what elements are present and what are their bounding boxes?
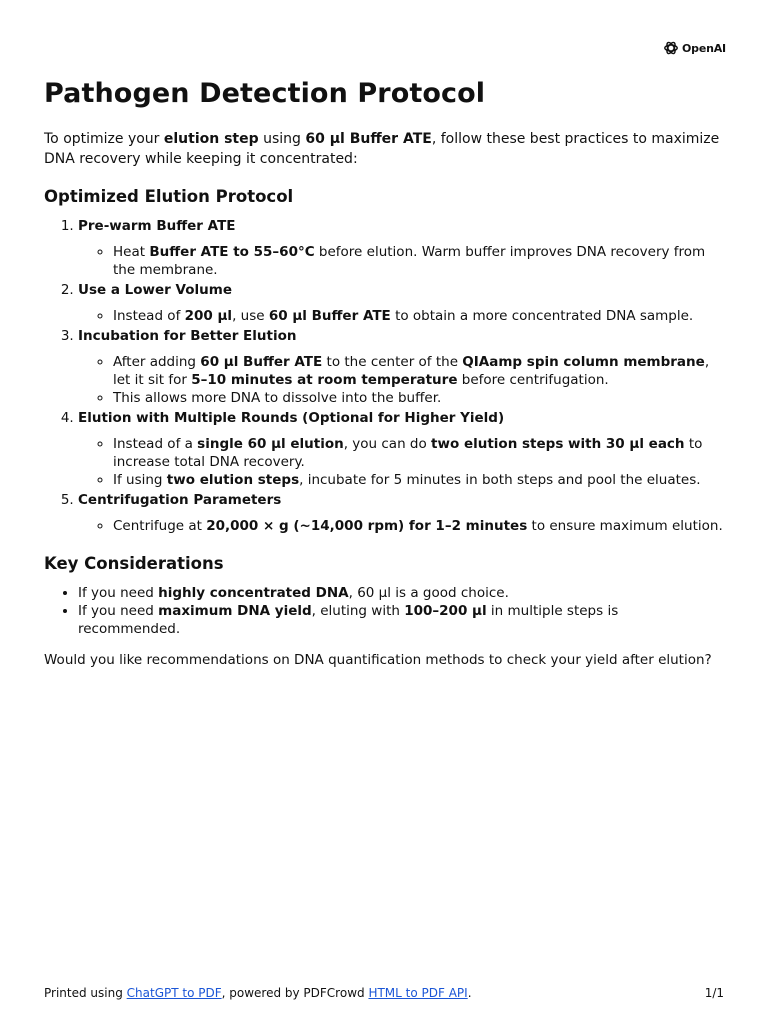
list-item [78,491,724,535]
logo-text: OpenAI [682,41,726,55]
section-heading-elution-protocol: Optimized Elution Protocol [44,187,294,206]
list-item: ◦ After adding 60 µl Buffer ATE to the center of the QIAamp spin column membrane, let it sit for 5–10 minutes at room temperature before centrifugation. [113,353,724,389]
list-item: ◦ Centrifuge at 20,000 × g (~14,000 rpm) for 1–2 minutes to ensure maximum elution. [113,517,724,535]
sub-list [78,435,724,489]
key-considerations-list [44,584,724,638]
document-body [44,76,724,669]
intro-paragraph: To optimize your elution step using 60 µl Buffer ATE, follow these best practices to maximize DNA recovery while keeping it concentrated: [44,131,720,167]
section-heading-key-considerations: Key Considerations [44,554,224,573]
sub-list [78,307,724,325]
step-title: Use a Lower Volume [78,282,232,298]
page-title: Pathogen Detection Protocol [44,78,486,109]
sub-list [78,243,724,279]
openai-logo [663,40,726,56]
list-item: ◦ This allows more DNA to dissolve into the buffer. [113,389,724,407]
chatgpt-to-pdf-link[interactable]: ChatGPT to PDF [126,986,222,1000]
protocol-steps-list [44,217,724,535]
sub-list [78,353,724,407]
list-item: ◦ Instead of a single 60 µl elution, you can do two elution steps with 30 µl each to increase total DNA recovery. [113,435,724,471]
list-item: ◦ Instead of 200 µl, use 60 µl Buffer ATE to obtain a more concentrated DNA sample. [113,307,724,325]
html-to-pdf-api-link[interactable]: HTML to PDF API [368,986,468,1000]
step-title: Pre-warm Buffer ATE [78,218,236,234]
list-item [78,217,724,279]
list-item: • If you need highly concentrated DNA, 60 µl is a good choice. [78,584,724,602]
list-item: ◦ If using two elution steps, incubate for 5 minutes in both steps and pool the eluates. [113,471,724,489]
list-item [78,281,724,325]
step-title: Centrifugation Parameters [78,492,282,508]
openai-icon [663,40,679,56]
page-number: 1/1 [704,986,724,1000]
list-item: ◦ Heat Buffer ATE to 55–60°C before elution. Warm buffer improves DNA recovery from the membrane. [113,243,724,279]
step-title: Incubation for Better Elution [78,328,297,344]
list-item: • If you need maximum DNA yield, eluting with 100–200 µl in multiple steps is recommended. [78,602,724,638]
list-item [78,327,724,407]
sub-list [78,517,724,535]
page-footer: Printed using ChatGPT to PDF, powered by PDFCrowd HTML to PDF API. 1/1 [44,986,724,1000]
closing-question: Would you like recommendations on DNA quantification methods to check your yield after elution? [44,652,712,668]
list-item [78,409,724,489]
step-title: Elution with Multiple Rounds (Optional for Higher Yield) [78,410,505,426]
